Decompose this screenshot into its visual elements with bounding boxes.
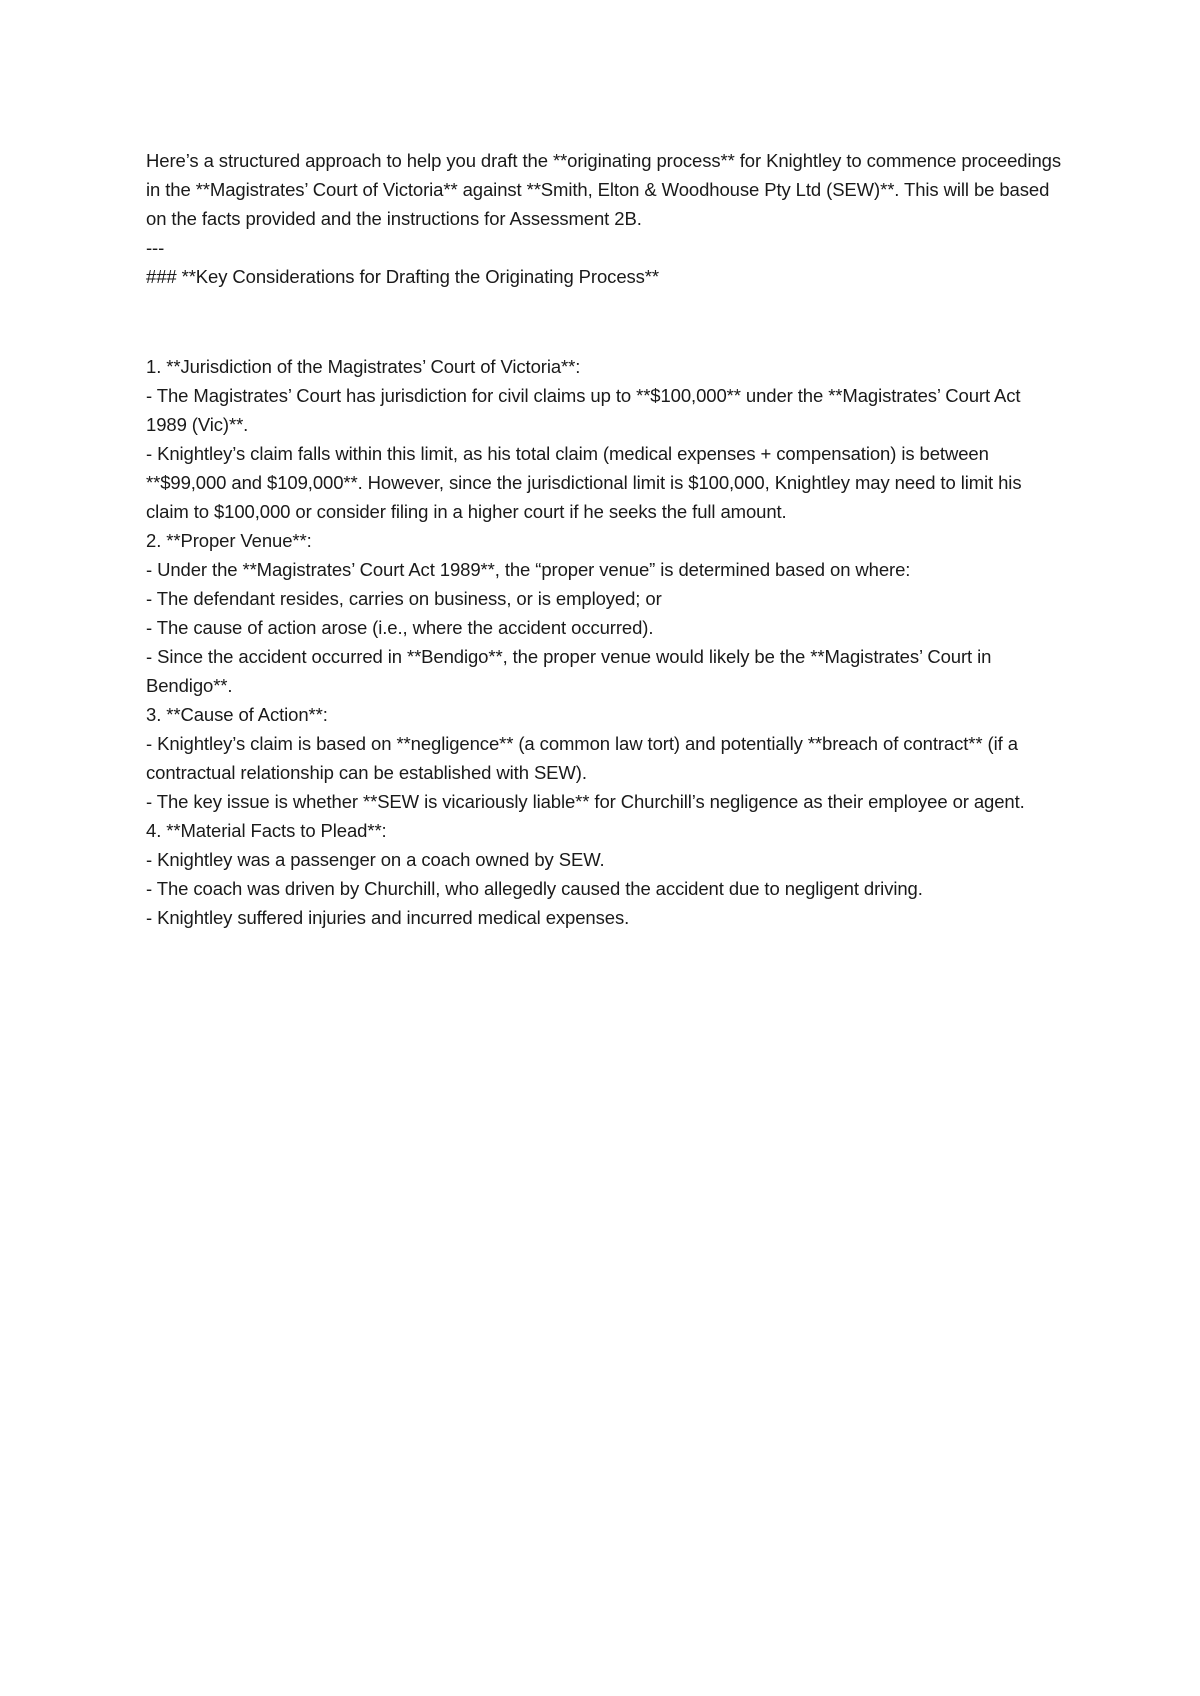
sub-bullet-defendant-resides: - The defendant resides, carries on business, or is employed; or — [146, 588, 662, 609]
document-body — [146, 146, 1066, 932]
intro-paragraph: Here’s a structured approach to help you draft the **originating process** for Knightley to commence proceedings in the **Magistrates’ Court of Victoria** against **Smith, Elton & Woodhouse Pty Ltd (SEW)**. This will be based on the facts provided and the instructions for Assessment 2B. — [146, 150, 1062, 229]
bullet-passenger: - Knightley was a passenger on a coach owned by SEW. — [146, 849, 605, 870]
sub-bullet-cause-arose: - The cause of action arose (i.e., where the accident occurred). — [146, 617, 654, 638]
item-title-jurisdiction: 1. **Jurisdiction of the Magistrates’ Court of Victoria**: — [146, 356, 581, 377]
bullet-negligence-claim: - Knightley’s claim is based on **negligence** (a common law tort) and potentially **breach of contract** (if a contractual relationship can be established with SEW). — [146, 733, 1018, 783]
bullet-claim-range: - Knightley’s claim falls within this limit, as his total claim (medical expenses + compensation) is between **$99,000 and $109,000**. However, since the jurisdictional limit is $100,000, Knightley may need to limit his claim to $100,000 or consider filing in a higher court if he seeks the full amount. — [146, 443, 1022, 522]
bullet-injuries: - Knightley suffered injuries and incurred medical expenses. — [146, 907, 630, 928]
item-title-proper-venue: 2. **Proper Venue**: — [146, 530, 312, 551]
section-heading: ### **Key Considerations for Drafting the Originating Process** — [146, 266, 660, 287]
bullet-venue-rule: - Under the **Magistrates’ Court Act 1989**, the “proper venue” is determined based on where: — [146, 559, 911, 580]
bullet-bendigo-venue: - Since the accident occurred in **Bendigo**, the proper venue would likely be the **Magistrates’ Court in Bendigo**. — [146, 646, 992, 696]
item-title-material-facts: 4. **Material Facts to Plead**: — [146, 820, 387, 841]
horizontal-rule-text: --- — [146, 237, 165, 258]
bullet-jurisdiction-limit: - The Magistrates’ Court has jurisdiction for civil claims up to **$100,000** under the **Magistrates’ Court Act 1989 (Vic)**. — [146, 385, 1021, 435]
bullet-vicarious-liability: - The key issue is whether **SEW is vicariously liable** for Churchill’s negligence as their employee or agent. — [146, 791, 1025, 812]
bullet-driver: - The coach was driven by Churchill, who allegedly caused the accident due to negligent driving. — [146, 878, 923, 899]
item-title-cause-of-action: 3. **Cause of Action**: — [146, 704, 328, 725]
